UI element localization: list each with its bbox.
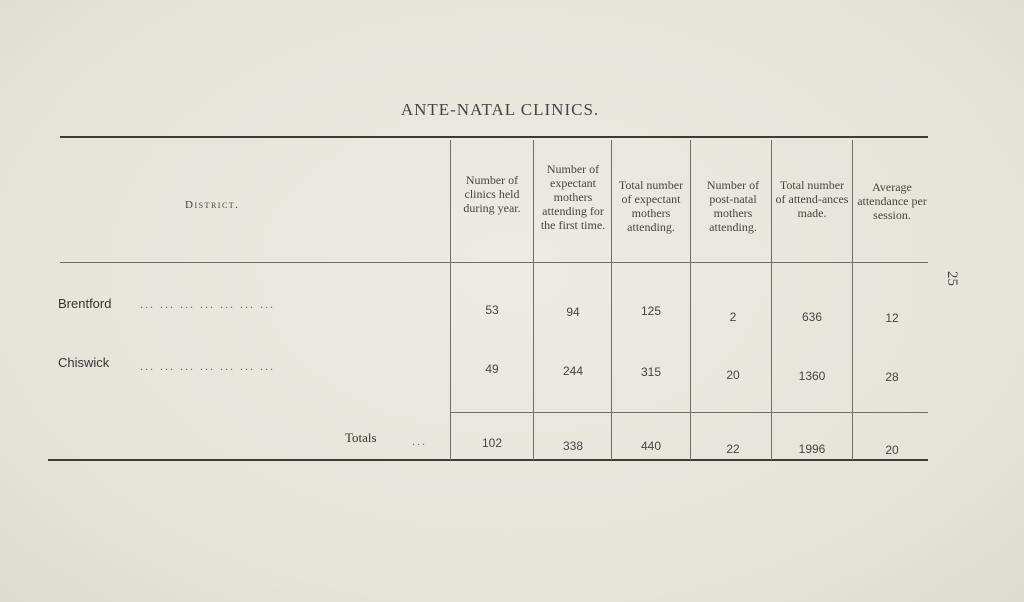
row-label-brentford: Brentford	[58, 296, 112, 311]
row-leader-dots: ... ... ... ... ... ... ...	[140, 297, 275, 311]
totals-cell: 22	[726, 442, 740, 456]
header-bottom-rule	[60, 262, 928, 263]
table-cell: 53	[485, 303, 499, 317]
column-header: Average attendance per session.	[857, 180, 927, 222]
table-top-rule	[60, 136, 928, 138]
table-cell: 125	[640, 304, 662, 318]
column-divider	[852, 140, 853, 460]
column-divider	[690, 140, 691, 460]
table-cell: 244	[562, 364, 584, 378]
column-header: Total number of expectant mothers attending.	[618, 178, 684, 234]
totals-cell: 1996	[798, 442, 826, 456]
totals-cell: 20	[885, 443, 899, 457]
table-cell: 94	[566, 305, 580, 319]
district-header: District.	[185, 199, 240, 211]
column-divider	[611, 140, 612, 460]
totals-cell: 440	[640, 439, 662, 453]
table-cell: 49	[485, 362, 499, 376]
table-cell: 636	[801, 310, 823, 324]
table-bottom-rule	[48, 459, 928, 461]
totals-label: Totals	[345, 430, 377, 445]
table-cell: 315	[640, 365, 662, 379]
page-title: ANTE-NATAL CLINICS.	[400, 100, 600, 119]
table-cell: 20	[726, 368, 740, 382]
table-cell: 12	[885, 311, 899, 325]
table-cell: 28	[885, 370, 899, 384]
column-header: Number of expectant mothers attending for the first time.	[540, 162, 606, 232]
totals-leader-dots: ...	[412, 434, 427, 448]
totals-top-rule	[450, 412, 928, 413]
row-label-chiswick: Chiswick	[58, 355, 110, 370]
column-header: Number of clinics held during year.	[463, 173, 521, 215]
totals-cell: 102	[481, 436, 503, 450]
column-divider	[450, 140, 451, 460]
table-cell: 1360	[798, 369, 826, 383]
table-cell: 2	[729, 310, 737, 324]
column-divider	[533, 140, 534, 460]
page-number: 25	[944, 271, 960, 286]
totals-cell: 338	[562, 439, 584, 453]
row-leader-dots: ... ... ... ... ... ... ...	[140, 359, 275, 373]
column-header: Total number of attend-ances made.	[775, 178, 849, 220]
column-header: Number of post-natal mothers attending.	[706, 178, 760, 234]
